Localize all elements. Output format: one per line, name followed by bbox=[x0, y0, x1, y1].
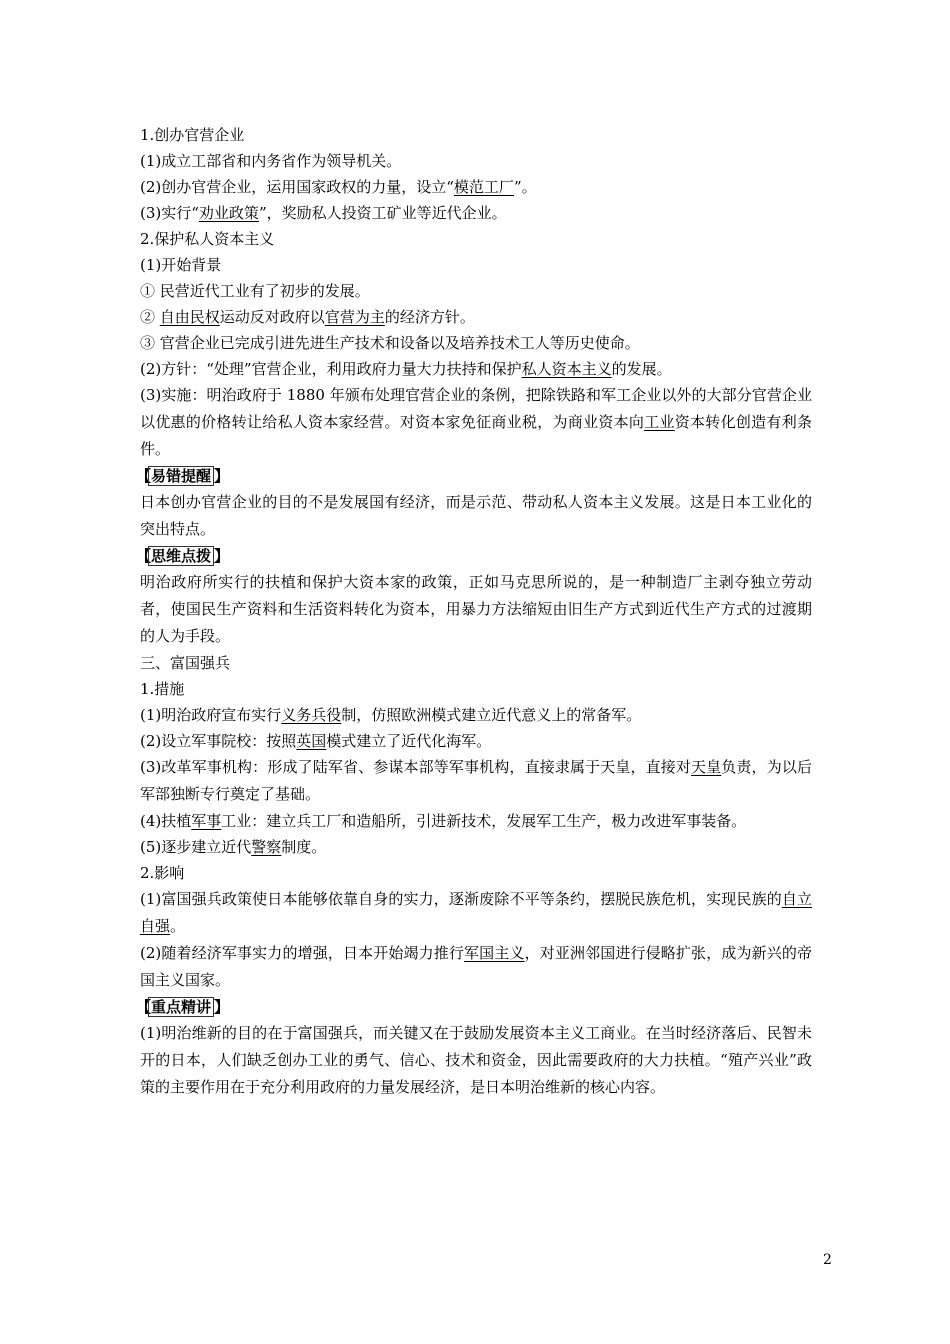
impact-militarism: (2)随着经济军事实力的增强，日本开始竭力推行军国主义，对亚洲邻国进行侵略扩张，成为新兴的帝国主义国家。 bbox=[140, 944, 812, 989]
section-heading-private-capitalism: 2.保护私人资本主义 bbox=[140, 230, 275, 248]
item-implementation: (3)实施：明治政府于 1880 年颁布处理官营企业的条例，把除铁路和军工企业以外的大部分官营企业以优惠的价格转让给私人资本家经营。对资本家免征商业税，为商业资本向工业资本转化创造有利条件。 bbox=[140, 386, 812, 458]
callout-body-common-mistakes: 日本创办官营企业的目的不是发展国有经济，而是示范、带动私人资本主义发展。这是日本工业化的突出特点。 bbox=[140, 493, 812, 538]
measure-military-reform: (3)改革军事机构：形成了陆军省、参谋本部等军事机构，直接隶属于天皇，直接对天皇负责，为以后军部独断专行奠定了基础。 bbox=[140, 758, 812, 803]
item-background-1: ① 民营近代工业有了初步的发展。 bbox=[140, 282, 370, 300]
item-ministries: (1)成立工部省和内务省作为领导机关。 bbox=[140, 152, 402, 170]
callout-body-key-points: (1)明治维新的目的在于富国强兵，而关键又在于鼓励发展资本主义工商业。在当时经济落后、民智未开的日本，人们缺乏创办工业的勇气、信心、技术和资金，因此需要政府的大力扶植。“殖产兴业”政策的主要作用在于充分利用政府的力量发展经济，是日本明治维新的核心内容。 bbox=[140, 1024, 812, 1096]
item-background: (1)开始背景 bbox=[140, 256, 222, 274]
page-content bbox=[140, 122, 812, 1101]
item-background-2: ② 自由民权运动反对政府以官营为主的经济方针。 bbox=[140, 308, 475, 326]
impact-self-reliance: (1)富国强兵政策使日本能够依靠自身的实力，逐渐废除不平等条约，摆脱民族危机，实现民族的自立自强。 bbox=[140, 890, 812, 935]
item-background-3: ③ 官营企业已完成引进先进生产技术和设备以及培养技术工人等历史使命。 bbox=[140, 334, 640, 352]
section-heading-official-enterprises: 1.创办官营企业 bbox=[140, 126, 245, 144]
page-number: 2 bbox=[823, 1252, 832, 1268]
measure-conscription: (1)明治政府宣布实行义务兵役制，仿照欧洲模式建立近代意义上的常备军。 bbox=[140, 706, 642, 724]
measure-military-industry: (4)扶植军事工业：建立兵工厂和造船所，引进新技术，发展军工生产，极力改进军事装备。 bbox=[140, 812, 747, 830]
measure-police: (5)逐步建立近代警察制度。 bbox=[140, 838, 327, 856]
subheading-measures: 1.措施 bbox=[140, 680, 185, 698]
callout-body-thinking-tips: 明治政府所实行的扶植和保护大资本家的政策，正如马克思所说的，是一种制造厂主剥夺独立劳动者，使国民生产资料和生活资料转化为资本，用暴力方法缩短由旧生产方式到近代生产方式的过渡期的人为手段。 bbox=[140, 573, 812, 645]
section-heading-rich-country: 三、富国强兵 bbox=[140, 654, 231, 672]
callout-heading-key-points: 【 重点精讲 】 bbox=[136, 994, 812, 1020]
item-encourage-industry: (3)实行“劝业政策”，奖励私人投资工矿业等近代企业。 bbox=[140, 204, 507, 222]
item-policy: (2)方针：“处理”官营企业，利用政府力量大力扶持和保护私人资本主义的发展。 bbox=[140, 360, 672, 378]
callout-heading-thinking-tips: 【 思维点拨 】 bbox=[136, 543, 812, 569]
callout-heading-common-mistakes: 【 易错提醒 】 bbox=[136, 463, 812, 489]
item-model-factories: (2)创办官营企业，运用国家政权的力量，设立“模范工厂”。 bbox=[140, 178, 537, 196]
measure-military-academies: (2)设立军事院校：按照英国模式建立了近代化海军。 bbox=[140, 732, 492, 750]
subheading-impact: 2.影响 bbox=[140, 864, 185, 882]
